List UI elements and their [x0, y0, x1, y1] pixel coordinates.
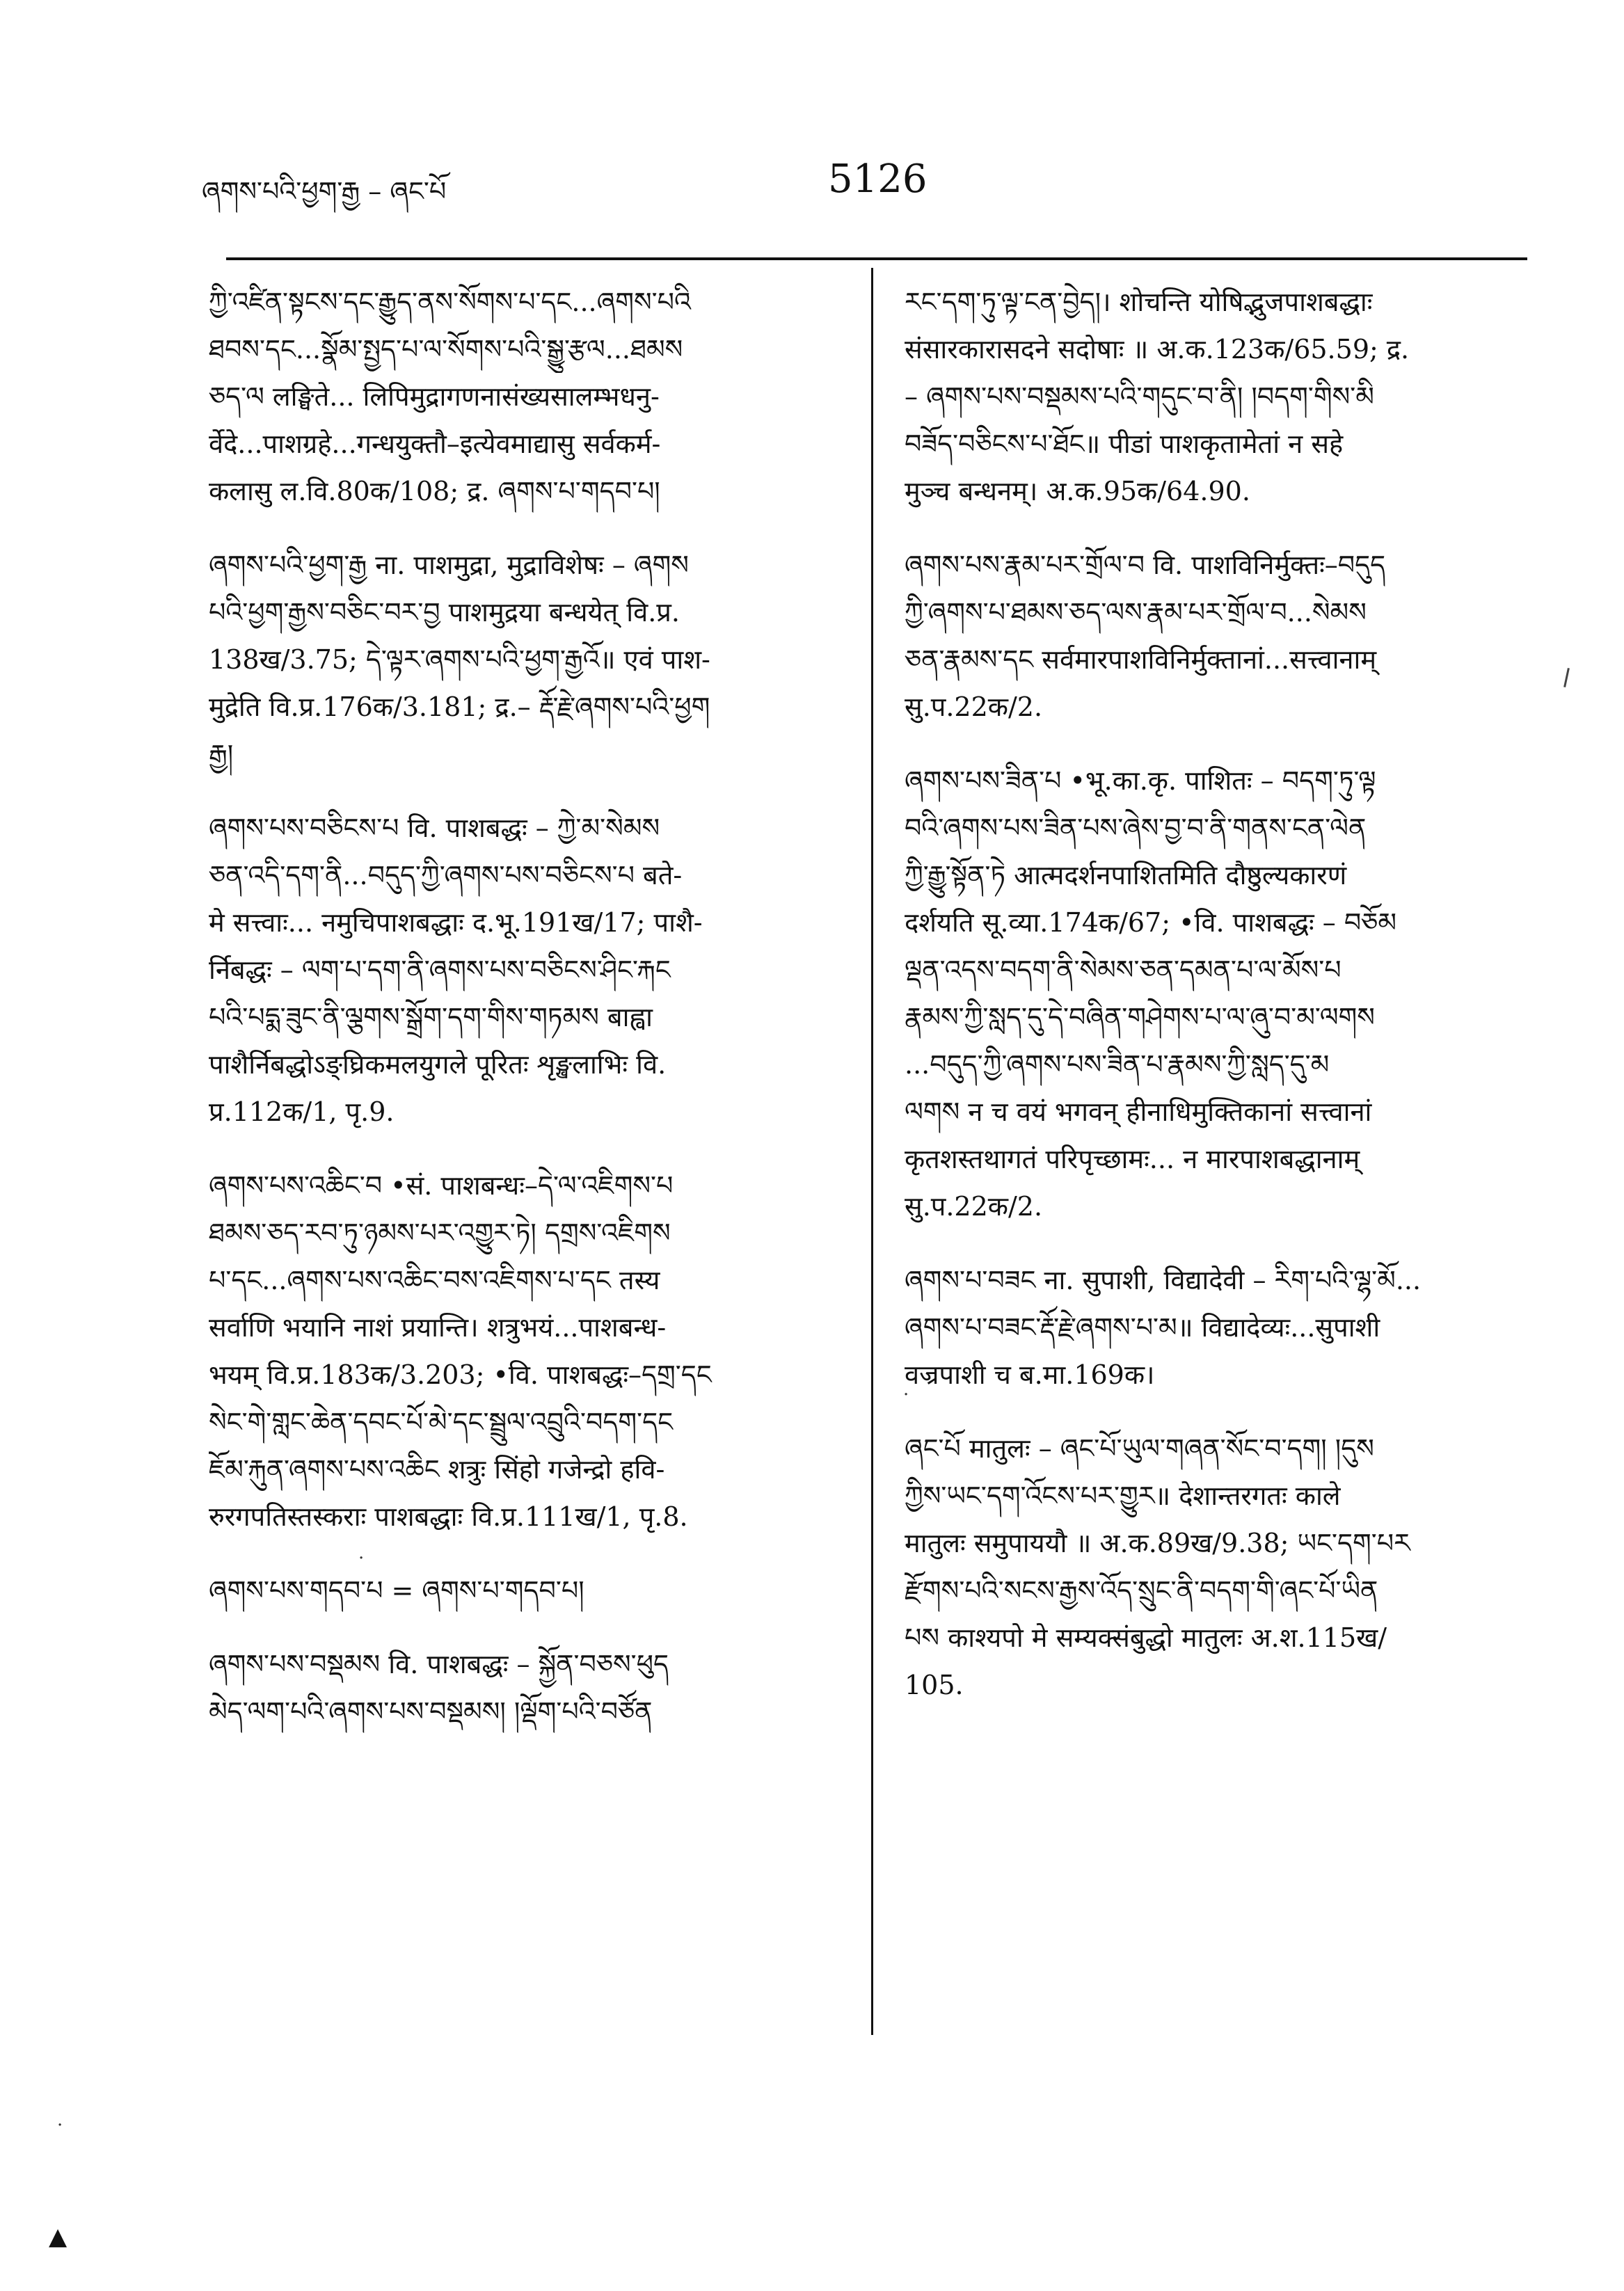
- entry-line: सर्वाणि भयानि नाशं प्रयान्ति। शत्रुभयं...पाशबन्ध-: [209, 1312, 667, 1343]
- dictionary-entry: [905, 1425, 1541, 1709]
- entry-line: ཐམས་ཅད་རབ་ཏུ་ཉམས་པར་འགྱུར་ཏེ། དགྲས་འཇིགས: [209, 1218, 671, 1248]
- entry-line: मातुलः समुपाययौ ॥ अ.क.89ख/9.38; ཡང་དག་པར: [905, 1528, 1410, 1558]
- dictionary-entry: [209, 541, 845, 778]
- entry-line: ཞགས་པས་གདབ་པ = ཞགས་པ་གདབ་པ།: [209, 1575, 584, 1606]
- entry-line: བཟོད་བཅིངས་པ་ཐོང॥ पीडां पाशकृतामेतां न सहे: [905, 429, 1344, 459]
- entry-line: ཀྱི་ཞགས་པ་ཐམས་ཅད་ལས་རྣམ་པར་གྲོལ་བ...སེམས: [905, 597, 1367, 628]
- entry-line: सु.प.22क/2.: [905, 692, 1043, 722]
- header-rule: [226, 257, 1527, 260]
- entry-line: ཅན་འདི་དག་ནི...བདུད་ཀྱི་ཞགས་པས་བཅིངས་པ बते-: [209, 860, 683, 891]
- entry-line: मुद्रेति वि.प्र.176क/3.181; द्र.– རྡོ་རྗེ་ཞགས་པའི་ཕྱག: [209, 692, 710, 722]
- entry-line: པས काश्यपो मे सम्यक्संबुद्धो मातुलः अ.श.115ख/: [905, 1622, 1387, 1653]
- entry-line: རང་དག་ཏུ་ལྟ་ངན་བྱེད།। शोचन्ति योषिद्भुजपाशबद्धाः: [905, 287, 1373, 317]
- entry-line: བའི་ཞགས་པས་ཟིན་པས་ཞེས་བྱ་བ་ནི་གནས་ངན་ལེན: [905, 813, 1367, 843]
- entry-line: མེད་ལག་པའི་ཞགས་པས་བསྡམས། །ལྡོག་པའི་བཙོན: [209, 1696, 653, 1727]
- entry-line: ལྡན་འདས་བདག་ནི་སེམས་ཅན་དམན་པ་ལ་མོས་པ: [905, 955, 1342, 985]
- entry-line: ཞགས་པས་ཟིན་པ •भू.का.कृ. पाशितः – བདག་ཏུ་ལྟ: [905, 765, 1376, 796]
- entry-line: སེང་གེ་གླང་ཆེན་དབང་པོ་མེ་དང་སྦྲུལ་འབྲུའི་བདག་དང: [209, 1407, 674, 1437]
- speck: ·: [358, 1548, 365, 1569]
- entry-line: ཞགས་པས་འཆིང་བ •सं. पाशबन्धः–དེ་ལ་འཇིགས་པ: [209, 1170, 674, 1201]
- entry-line: र्वेदे...पाशग्रहे...गन्धयुक्तौ–इत्येवमाद्यासु सर्वकर्म-: [209, 429, 661, 459]
- dictionary-entry: [905, 757, 1541, 1230]
- entry-line: भयम् वि.प्र.183क/3.203; •वि. पाशबद्धः–དགྲ་དང: [209, 1359, 712, 1390]
- entry-line: རྒྱ།: [209, 739, 234, 769]
- entry-line: ཅད་ལ लङ्घिते... लिपिमुद्रागणनासंख्यसालम्भधनु-: [209, 381, 660, 412]
- dictionary-entry: [905, 278, 1541, 515]
- entry-line: ཅན་རྣམས་དང सर्वमारपाशविनिर्मुक्तानां...सत्त्वानाम्: [905, 644, 1377, 675]
- entry-line: ཀྱིས་ཡང་དག་འོངས་པར་གྱུར॥ देशान्तरगतः काले: [905, 1480, 1341, 1511]
- entry-line: རྫོགས་པའི་སངས་རྒྱས་འོད་སྲུང་ནི་བདག་གི་ཞང་པོ་ཡིན: [905, 1575, 1378, 1606]
- entry-line: 138ख/3.75; དེ་ལྟར་ཞགས་པའི་ཕྱག་རྒྱའོ॥ एवं पाश-: [209, 644, 710, 675]
- right-column: [905, 278, 1541, 1735]
- entry-line: 105.: [905, 1670, 964, 1700]
- entry-line: कलासु ल.वि.80क/108; द्र. ཞགས་པ་གདབ་པ།: [209, 476, 660, 506]
- margin-mark: [1563, 668, 1570, 687]
- entry-line: ཞགས་པ་བཟང ना. सुपाशी, विद्यादेवी – རིག་པའི་ལྷ་མོ...: [905, 1265, 1422, 1295]
- page-header: [202, 157, 1524, 212]
- entry-line: ཀྱི་རྒྱུ་སྟོན་ཏེ आत्मदर्शनपाशितमिति दौष्ठुल्यकारणं: [905, 860, 1347, 891]
- entry-line: सु.प.22क/2.: [905, 1191, 1043, 1222]
- entry-line: पाशैर्निबद्धोऽङ्घ्रिकमलयुगले पूरितः शृङ्खलाभिः वि.: [209, 1049, 667, 1080]
- entry-line: པའི་ཕྱག་རྒྱས་བཅིང་བར་བྱ पाशमुद्रया बन्धयेत् वि.प्र.: [209, 597, 680, 628]
- entry-line: – ཞགས་པས་བསྡམས་པའི་གདུང་བ་ནི། །བདག་གིས་མི: [905, 381, 1374, 412]
- dictionary-entry: [209, 1162, 845, 1540]
- dictionary-entry: [209, 278, 845, 515]
- entry-line: प्र.112क/1, पृ.9.: [209, 1096, 395, 1127]
- corner-mark: ▲: [49, 2223, 67, 2251]
- entry-line: कृतशस्तथागतं परिपृच्छामः... न मारपाशबद्धानाम्: [905, 1144, 1360, 1174]
- column-divider: [871, 268, 873, 2035]
- entry-line: ལགས न च वयं भगवन् हीनाधिमुक्तिकानां सत्त्वानां: [905, 1096, 1372, 1127]
- entry-line: ཞགས་པ་བཟང་རྡོ་རྗེ་ཞགས་པ་མ॥ विद्यादेव्यः...सुपाशी: [905, 1312, 1380, 1343]
- speck: ·: [57, 2115, 63, 2136]
- dictionary-entry: [905, 1256, 1541, 1398]
- entry-line: ...བདུད་ཀྱི་ཞགས་པས་ཟིན་པ་རྣམས་ཀྱི་སླད་དུ་མ: [905, 1049, 1330, 1080]
- entry-line: པ་དང...ཞགས་པས་འཆིང་བས་འཇིགས་པ་དང तस्य: [209, 1265, 660, 1295]
- entry-line: པའི་པདྨ་ཟུང་ནི་ལྕགས་སྒྲོག་དག་གིས་གཏམས बाह्वा: [209, 1002, 653, 1032]
- entry-line: ཀྱི་འཛིན་སྟངས་དང་རྒྱུད་ནས་སོགས་པ་དང...ཞགས་པའི: [209, 287, 691, 317]
- dictionary-entry: [209, 1567, 845, 1614]
- entry-line: संसारकारासदने सदोषाः ॥ अ.क.123क/65.59; द्र.: [905, 334, 1410, 365]
- entry-line: र्निबद्धः – ལག་པ་དག་ནི་ཞགས་པས་བཅིངས་ཤིང་རྐང: [209, 955, 671, 985]
- entry-line: ཐབས་དང...སྣོམ་སྤྱད་པ་ལ་སོགས་པའི་སྒྱུ་རྩལ...ཐམས: [209, 334, 683, 365]
- entry-line: རྣམས་ཀྱི་སླད་དུ་དེ་བཞིན་གཤེགས་པ་ལ་ཞུ་བ་མ་ལགས: [905, 1002, 1375, 1032]
- entry-line: ཇོམ་རྐུན་ཞགས་པས་འཆིང शत्रुः सिंहो गजेन्द्रो हवि-: [209, 1454, 665, 1485]
- page-number: 5126: [828, 157, 928, 202]
- entry-line: ཞགས་པས་བཅིངས་པ वि. पाशबद्धः – ཀྱེ་མ་སེམས: [209, 813, 660, 843]
- entry-line: दर्शयति सू.व्या.174क/67; •वि. पाशबद्धः – བཅོམ: [905, 907, 1397, 938]
- dictionary-entry: [905, 541, 1541, 731]
- entry-line: ཞགས་པས་བསྡམས वि. पाशबद्धः – སྐྱོན་བཅས་ཕུད: [209, 1649, 669, 1679]
- entry-line: मुञ्च बन्धनम्। अ.क.95क/64.90.: [905, 476, 1250, 506]
- dictionary-entry: [209, 1641, 845, 1735]
- entry-line: ཞགས་པའི་ཕྱག་རྒྱ ना. पाशमुद्रा, मुद्राविशेषः – ཞགས: [209, 550, 689, 580]
- entry-line: वज्रपाशी च ब.मा.169क।: [905, 1359, 1155, 1390]
- left-column: [209, 278, 845, 1762]
- dictionary-entry: [209, 804, 845, 1135]
- speck: ·: [903, 1384, 909, 1405]
- entry-line: ཞང་པོ मातुलः – ཞང་པོ་ཡུལ་གཞན་སོང་བ་དག། །དུས: [905, 1433, 1374, 1464]
- entry-line: मे सत्त्वाः... नमुचिपाशबद्धाः द.भू.191ख/17; पाशै-: [209, 907, 703, 938]
- running-head: ཞགས་པའི་ཕྱག་རྒྱ – ཞང་པོ: [202, 176, 447, 207]
- entry-line: ཞགས་པས་རྣམ་པར་གྲོལ་བ वि. पाशविनिर्मुक्तः–བདུད: [905, 550, 1386, 580]
- entry-line: रुरगपतिस्तस्कराः पाशबद्धाः वि.प्र.111ख/1, पृ.8.: [209, 1501, 688, 1532]
